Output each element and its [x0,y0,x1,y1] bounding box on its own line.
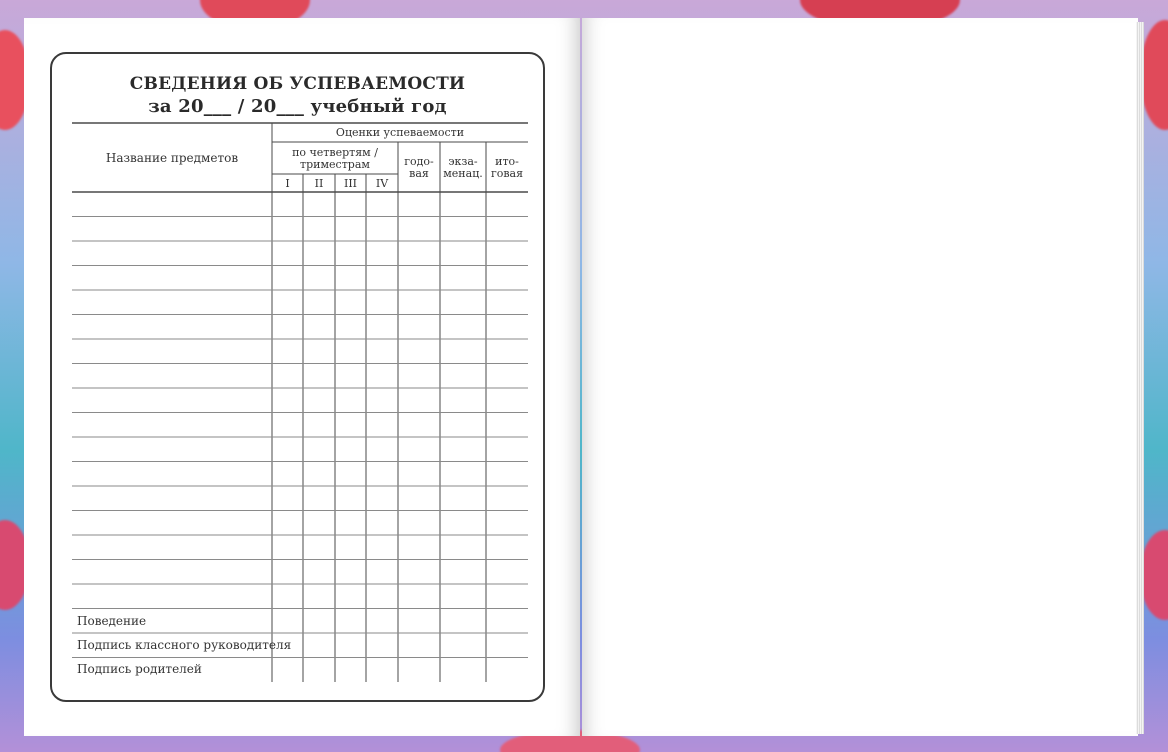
right-page-blank [582,18,1138,736]
form-school-year: за 20___ / 20___ учебный год [148,96,447,117]
row-parents-signature: Подпись родителей [77,662,202,676]
header-exam-line1: экза- [448,155,478,168]
open-notebook [24,18,1142,736]
header-quarters-line1: по четвертям / [292,146,378,159]
header-grades: Оценки успеваемости [335,126,465,139]
header-annual-line1: годо- [404,155,434,168]
header-quarters-line2: триместрам [300,158,370,171]
header-q2: II [314,177,324,190]
header-final-line2: говая [490,167,524,180]
header-annual-line2: вая [409,167,429,180]
flower-decoration [1140,530,1168,620]
left-page [24,18,580,736]
header-exam-line2: менац. [443,167,483,180]
row-teacher-signature: Подпись классного руководителя [77,638,292,652]
row-behavior: Поведение [77,614,147,628]
header-q4: IV [375,177,389,190]
page-edges [1136,22,1144,734]
header-subjects: Название предметов [105,151,239,165]
form-title: СВЕДЕНИЯ ОБ УСПЕВАЕМОСТИ [129,74,466,94]
header-q1: I [285,177,290,190]
grades-form [50,52,545,702]
flower-decoration [1140,20,1168,130]
header-q3: III [343,177,358,190]
header-final-line1: ито- [495,155,519,168]
